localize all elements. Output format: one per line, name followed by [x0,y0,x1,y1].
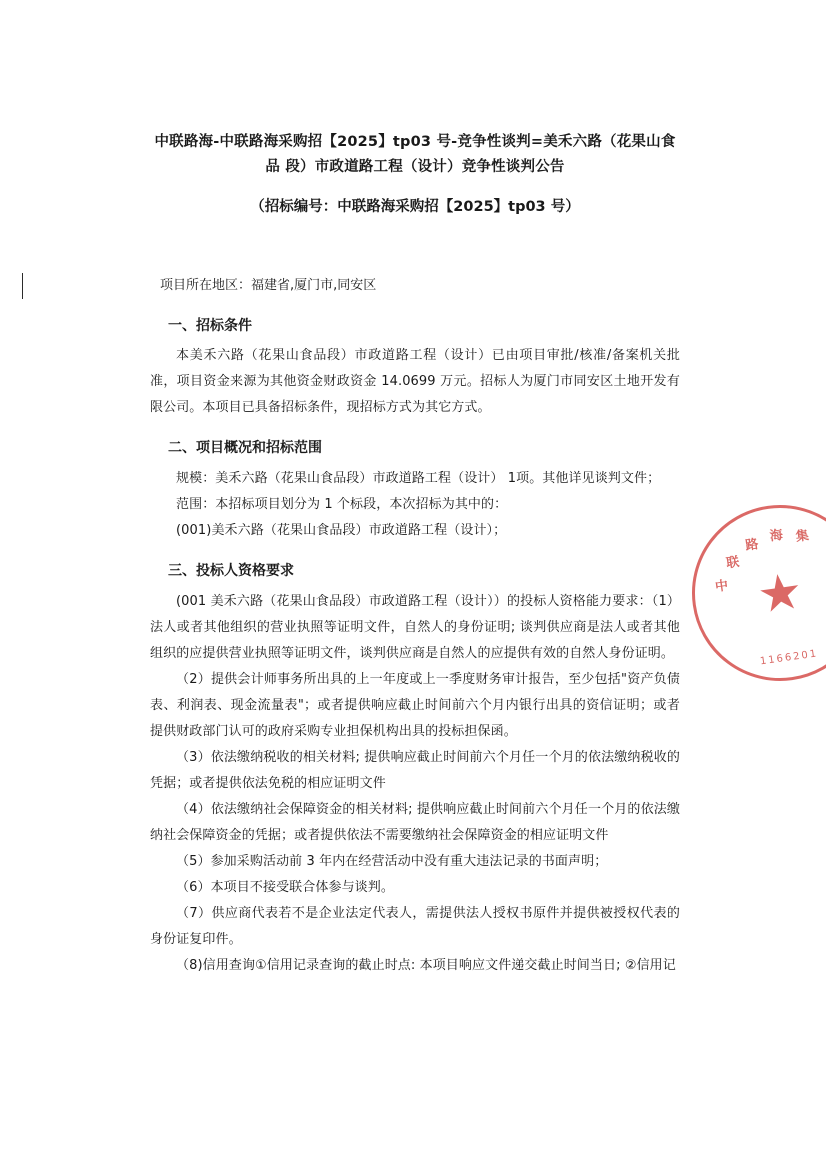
paragraph: （4）依法缴纳社会保障资金的相关材料; 提供响应截止时间前六个月任一个月的依法缴纳社会保障资金的凭据；或者提供依法不需要缴纳社会保障资金的相应证明文件 [150,801,680,843]
seal-star-glyph: ★ [753,561,807,625]
seal-arc-text: 中 联 路 海 集 [714,527,811,596]
project-location: 项目所在地区：福建省,厦门市,同安区 [160,278,377,294]
paragraph: （5）参加采购活动前 3 年内在经营活动中没有重大违法记录的书面声明； [176,853,608,869]
section-heading-3: 三、投标人资格要求 [168,563,294,579]
paragraph: （2）提供会计师事务所出具的上一年度或上一季度财务审计报告，至少包括"资产负债表、利润表、现金流量表"；或者提供响应截止时间前六个月内银行出具的资信证明；或者提供财政部门认可的政府采购专业担保机构出具的投标担保函。 [150,671,680,739]
section-heading-1: 一、招标条件 [168,317,252,334]
paragraph: 规模：美禾六路（花果山食品段）市政道路工程（设计） 1项。其他详见谈判文件； [176,471,661,486]
section-1-body [150,343,680,421]
paragraph: （3）依法缴纳税收的相关材料; 提供响应截止时间前六个月任一个月的依法缴纳税收的凭据；或者提供依法免税的相应证明文件 [150,749,680,791]
section-2-body [150,466,680,544]
page-subtitle: （招标编号：中联路海采购招【2025】tp03 号） [250,198,580,215]
title-line-1: 中联路海-中联路海采购招【2025】tp03 号-竞争性谈判=美禾六路（花果山食品 [154,134,676,176]
page-title [150,130,680,181]
section-heading-2: 二、项目概况和招标范围 [168,440,322,457]
paragraph: (001 美禾六路（花果山食品段）市政道路工程（设计））的投标人资格能力要求：（1）法人或者其他组织的营业执照等证明文件，自然人的身份证明; 谈判供应商是法人或者其他组织的应提供营业执照等证明文件，谈判供应商是自然人的应提供有效的自然人身份证明。 [150,593,680,661]
margin-tick-mark [22,273,23,299]
paragraph: （8)信用查询①信用记录查询的截止时点: 本项目响应文件递交截止时间当日; ②信用记 [176,957,676,973]
seal-serial-number: 1166201 [759,648,819,668]
section-3-body [150,589,680,979]
paragraph: 本美禾六路（花果山食品段）市政道路工程（设计）已由项目审批/核准/备案机关批准，项目资金来源为其他资金财政资金 14.0699 万元。招标人为厦门市同安区土地开发有限公司。本项目已具备招标条件，现招标方式为其它方式。 [150,348,680,416]
paragraph: （7）供应商代表若不是企业法定代表人，需提供法人授权书原件并提供被授权代表的身份证复印件。 [150,905,680,947]
paragraph: (001)美禾六路（花果山食品段）市政道路工程（设计）； [176,523,507,538]
title-line-2: 段）市政道路工程（设计）竞争性谈判公告 [285,159,565,176]
paragraph: （6）本项目不接受联合体参与谈判。 [176,879,394,895]
document-body [150,130,680,979]
paragraph: 范围：本招标项目划分为 1 个标段，本次招标为其中的： [176,497,508,512]
red-company-seal [681,494,826,693]
